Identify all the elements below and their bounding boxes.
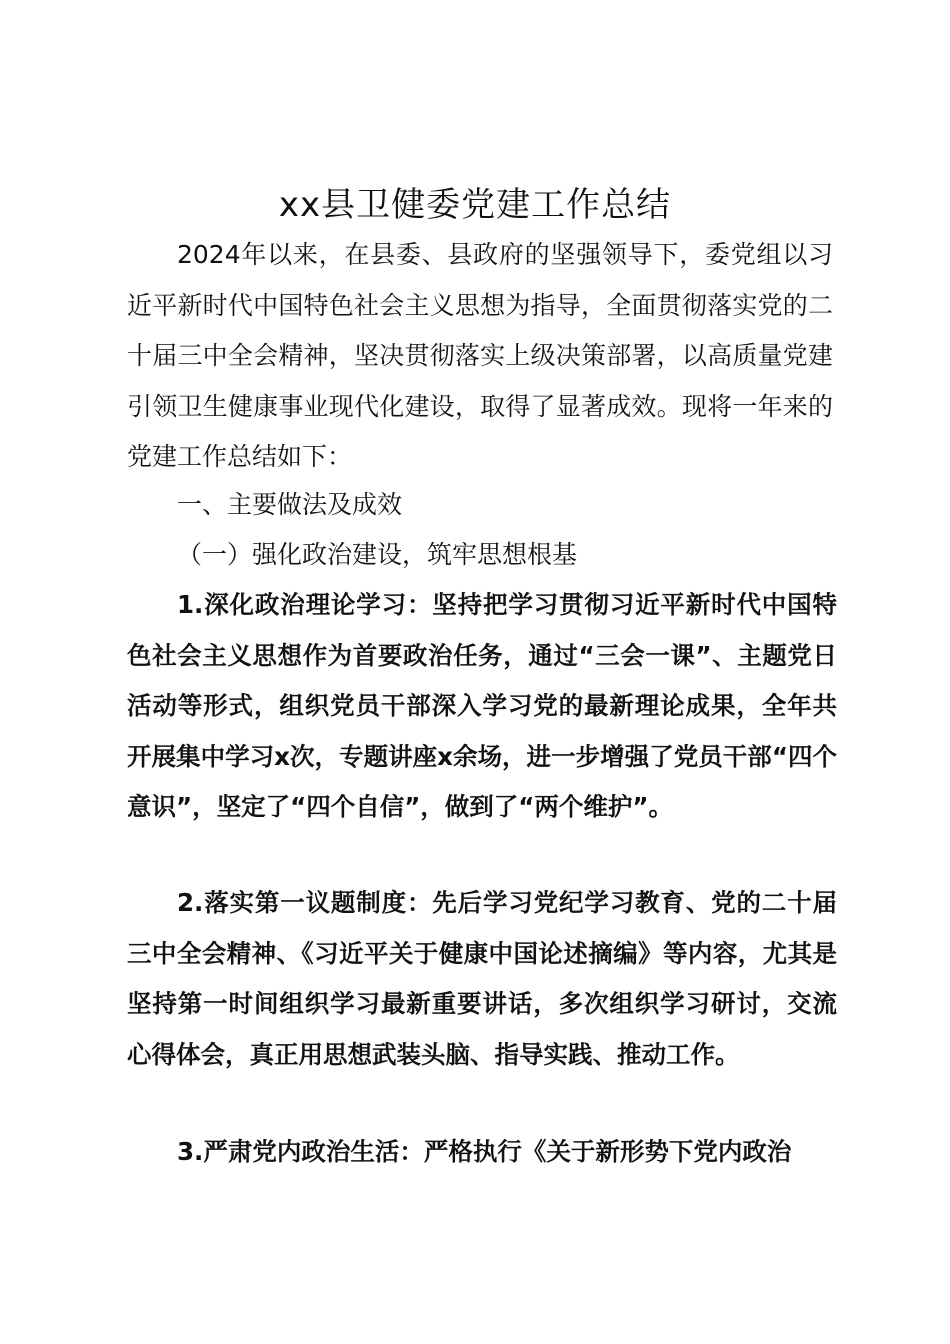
section-heading: 一、主要做法及成效	[177, 490, 403, 519]
subsection-heading: （一）强化政治建设，筑牢思想根基	[177, 540, 578, 569]
bold-paragraph-1: 1.深化政治理论学习：坚持把学习贯彻习近平新时代中国特色社会主义思想作为首要政治任务，通过“三会一课”、主题党日活动等形式，组织党员干部深入学习党的最新理论成果，全年共开展集中学习x次，专题讲座x余场，进一步增强了党员干部“四个意识”，坚定了“四个自信”，做到了“两个维护”。	[127, 590, 837, 821]
bold-paragraph-2: 2.落实第一议题制度：先后学习党纪学习教育、党的二十届三中全会精神、《习近平关于健康中国论述摘编》等内容，尤其是坚持第一时间组织学习最新重要讲话，多次组织学习研讨，交流心得体会，真正用思想武装头脑、指导实践、推动工作。	[127, 888, 837, 1069]
document-title: xx县卫健委党建工作总结	[278, 185, 672, 225]
bold-paragraph-3: 3.严肃党内政治生活：严格执行《关于新形势下党内政治	[177, 1137, 792, 1166]
intro-paragraph: 2024年以来，在县委、县政府的坚强领导下，委党组以习近平新时代中国特色社会主义思想为指导，全面贯彻落实党的二十届三中全会精神，坚决贯彻落实上级决策部署，以高质量党建引领卫生健康事业现代化建设，取得了显著成效。现将一年来的党建工作总结如下：	[127, 240, 833, 471]
